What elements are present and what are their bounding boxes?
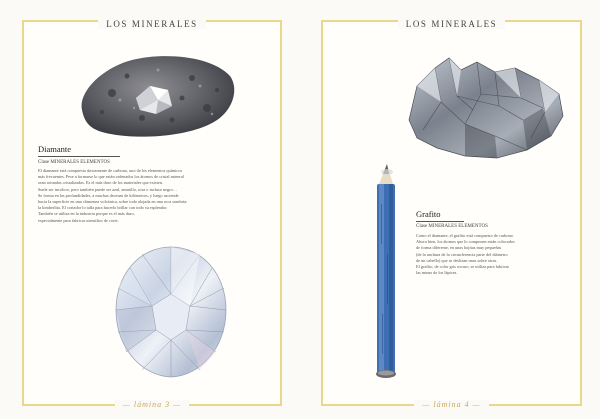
text-line: de un cabello) que se deslizan unas sobre otras. [416, 257, 498, 263]
grafito-title: Grafito [416, 209, 441, 219]
title-rule [38, 156, 120, 157]
lamina-3: — lámina 3 — [115, 400, 189, 409]
right-page-header [323, 14, 580, 32]
pencil-illustration [367, 164, 401, 382]
left-page [22, 19, 282, 409]
text-line: especialmente para fabricar utensilios de corte. [38, 217, 119, 223]
text-line: También se utiliza en la industria porque es el más duro, [38, 211, 135, 217]
text-line: El grafito, de color gris oscuro, se utiliza para fabricar [416, 264, 509, 270]
graphite-illustration [403, 50, 567, 162]
text-line: Ahora bien, los átomos que lo componen están colocados [416, 239, 515, 245]
text-line: de forma diferente, en unas hojitas muy pequeñas [416, 245, 502, 251]
text-line: las minas de los lápices. [416, 270, 458, 276]
text-line: Suele ser incoloro, pero también puede ser azul, amarillo, rosa o incluso negro… [38, 186, 178, 192]
text-line: Se forma en las profundidades, a muchas decenas de kilómetros, y luego asciende [38, 192, 179, 198]
text-line: hacia la superficie en una chimenea volcánica, sobre todo alojada en una roca sombría: [38, 199, 188, 205]
left-header-text: LOS MINERALES [98, 19, 206, 29]
diamante-class: Clase MINERALES ELEMENTOS [38, 160, 110, 165]
right-page [321, 19, 582, 409]
diamond-in-rock-illustration [72, 48, 240, 140]
right-page-footer [323, 394, 580, 412]
text-line: más frecuentes. Pese a formarse lo que están ordenados los átomos de cristal mineral [38, 174, 184, 180]
diamante-title: Diamante [38, 144, 72, 154]
left-page-footer [24, 394, 280, 412]
lamina-4: — lámina 4 — [414, 400, 488, 409]
cut-diamond-illustration [112, 244, 230, 380]
text-line: la kimberlita. El cortador lo talla para hacerlo brillar con todo su esplendor. [38, 205, 168, 211]
text-line: sean rotundas cristalizadas. Es el más duro de los materiales que existen. [38, 180, 163, 186]
grafito-description [416, 233, 574, 276]
title-rule [416, 221, 464, 222]
text-line: Como el diamante, el grafito está compuesto de carbono. [416, 233, 514, 238]
text-line: (de la anchura de la circunferencia parte del diámetro [416, 251, 508, 257]
left-page-header [24, 14, 280, 32]
diamante-description [38, 168, 270, 224]
right-header-text: LOS MINERALES [398, 19, 506, 29]
grafito-class: Clase MINERALES ELEMENTOS [416, 224, 488, 229]
text-line: El diamante está compuesto únicamente de carbono, uno de los elementos químicos [38, 168, 183, 173]
